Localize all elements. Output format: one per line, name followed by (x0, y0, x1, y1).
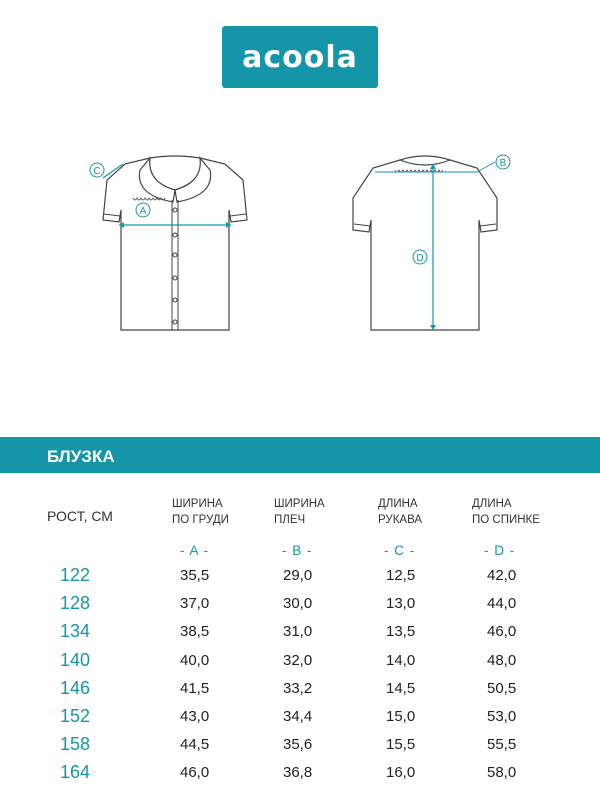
measurement-cell: 13,0 (386, 595, 416, 613)
column-code-c: - C - (384, 543, 416, 558)
measurement-cell: 44,5 (180, 736, 210, 754)
measurement-cell: 35,6 (283, 736, 313, 754)
size-cell: 122 (60, 565, 91, 585)
measurement-cell: 44,0 (487, 595, 517, 613)
measurement-cell: 31,0 (283, 623, 313, 641)
table-row (0, 734, 600, 762)
measurement-cell: 58,0 (487, 764, 517, 782)
product-banner (0, 437, 600, 473)
brand-logo (222, 26, 378, 88)
measurement-cell: 42,0 (487, 567, 517, 584)
column-code-a: - A - (180, 543, 210, 558)
column-header-shoulders: ШИРИНА ПЛЕЧ (274, 498, 325, 526)
measurement-cell: 30,0 (283, 595, 313, 613)
product-title: БЛУЗКА (47, 447, 115, 466)
measurement-cell: 13,5 (386, 623, 416, 641)
measurement-cell: 53,0 (487, 708, 517, 725)
size-cell: 140 (60, 649, 91, 670)
measurement-cell: 14,5 (386, 679, 416, 697)
size-header: РОСТ, СМ (47, 508, 113, 524)
measurement-cell: 35,5 (180, 567, 210, 584)
measurement-cell: 29,0 (283, 567, 313, 584)
table-row (0, 678, 600, 706)
measurement-cell: 55,5 (487, 736, 517, 754)
measurement-cell: 34,4 (283, 708, 313, 725)
table-row (0, 706, 600, 734)
column-header-sleeve: ДЛИНА РУКАВА (378, 498, 423, 526)
table-row (0, 565, 600, 593)
measurement-cell: 48,0 (487, 651, 517, 669)
label-C: C (93, 166, 101, 177)
measurement-cell: 14,0 (386, 651, 416, 669)
table-row (0, 762, 600, 790)
measurement-cell: 15,0 (386, 708, 416, 725)
column-header-back-length: ДЛИНА ПО СПИНКЕ (472, 498, 540, 526)
column-code-b: - B - (282, 543, 313, 558)
measurement-cell: 41,5 (180, 679, 210, 697)
size-cell: 134 (60, 621, 91, 642)
size-cell: 164 (60, 762, 91, 783)
size-cell: 128 (60, 593, 91, 614)
measurement-cell: 43,0 (180, 708, 210, 725)
measurement-cell: 37,0 (180, 595, 210, 613)
measurement-cell: 46,0 (487, 623, 517, 641)
logo-text: acoola (242, 39, 358, 75)
table-row (0, 621, 600, 649)
size-cell: 158 (60, 734, 91, 755)
blouse-back-sketch (345, 150, 515, 340)
measurement-cell: 15,5 (386, 736, 416, 754)
label-A: A (139, 206, 147, 217)
blouse-front-sketch (95, 150, 255, 340)
measurement-cell: 40,0 (180, 651, 210, 669)
label-D: D (416, 253, 424, 264)
table-row (0, 593, 600, 621)
measurement-cell: 16,0 (386, 764, 416, 782)
measurement-cell: 32,0 (283, 651, 313, 669)
table-row (0, 650, 600, 678)
size-cell: 152 (60, 706, 91, 726)
measurement-cell: 12,5 (386, 567, 416, 584)
measurement-cell: 36,8 (283, 764, 313, 782)
measurement-cell: 50,5 (487, 679, 517, 697)
column-header-chest: ШИРИНА ПО ГРУДИ (172, 498, 229, 526)
column-code-d: - D - (484, 543, 516, 558)
measurement-cell: 38,5 (180, 623, 210, 641)
label-B: B (499, 158, 507, 169)
measurement-cell: 46,0 (180, 764, 210, 782)
measurement-cell: 33,2 (283, 679, 313, 697)
size-cell: 146 (60, 677, 91, 698)
